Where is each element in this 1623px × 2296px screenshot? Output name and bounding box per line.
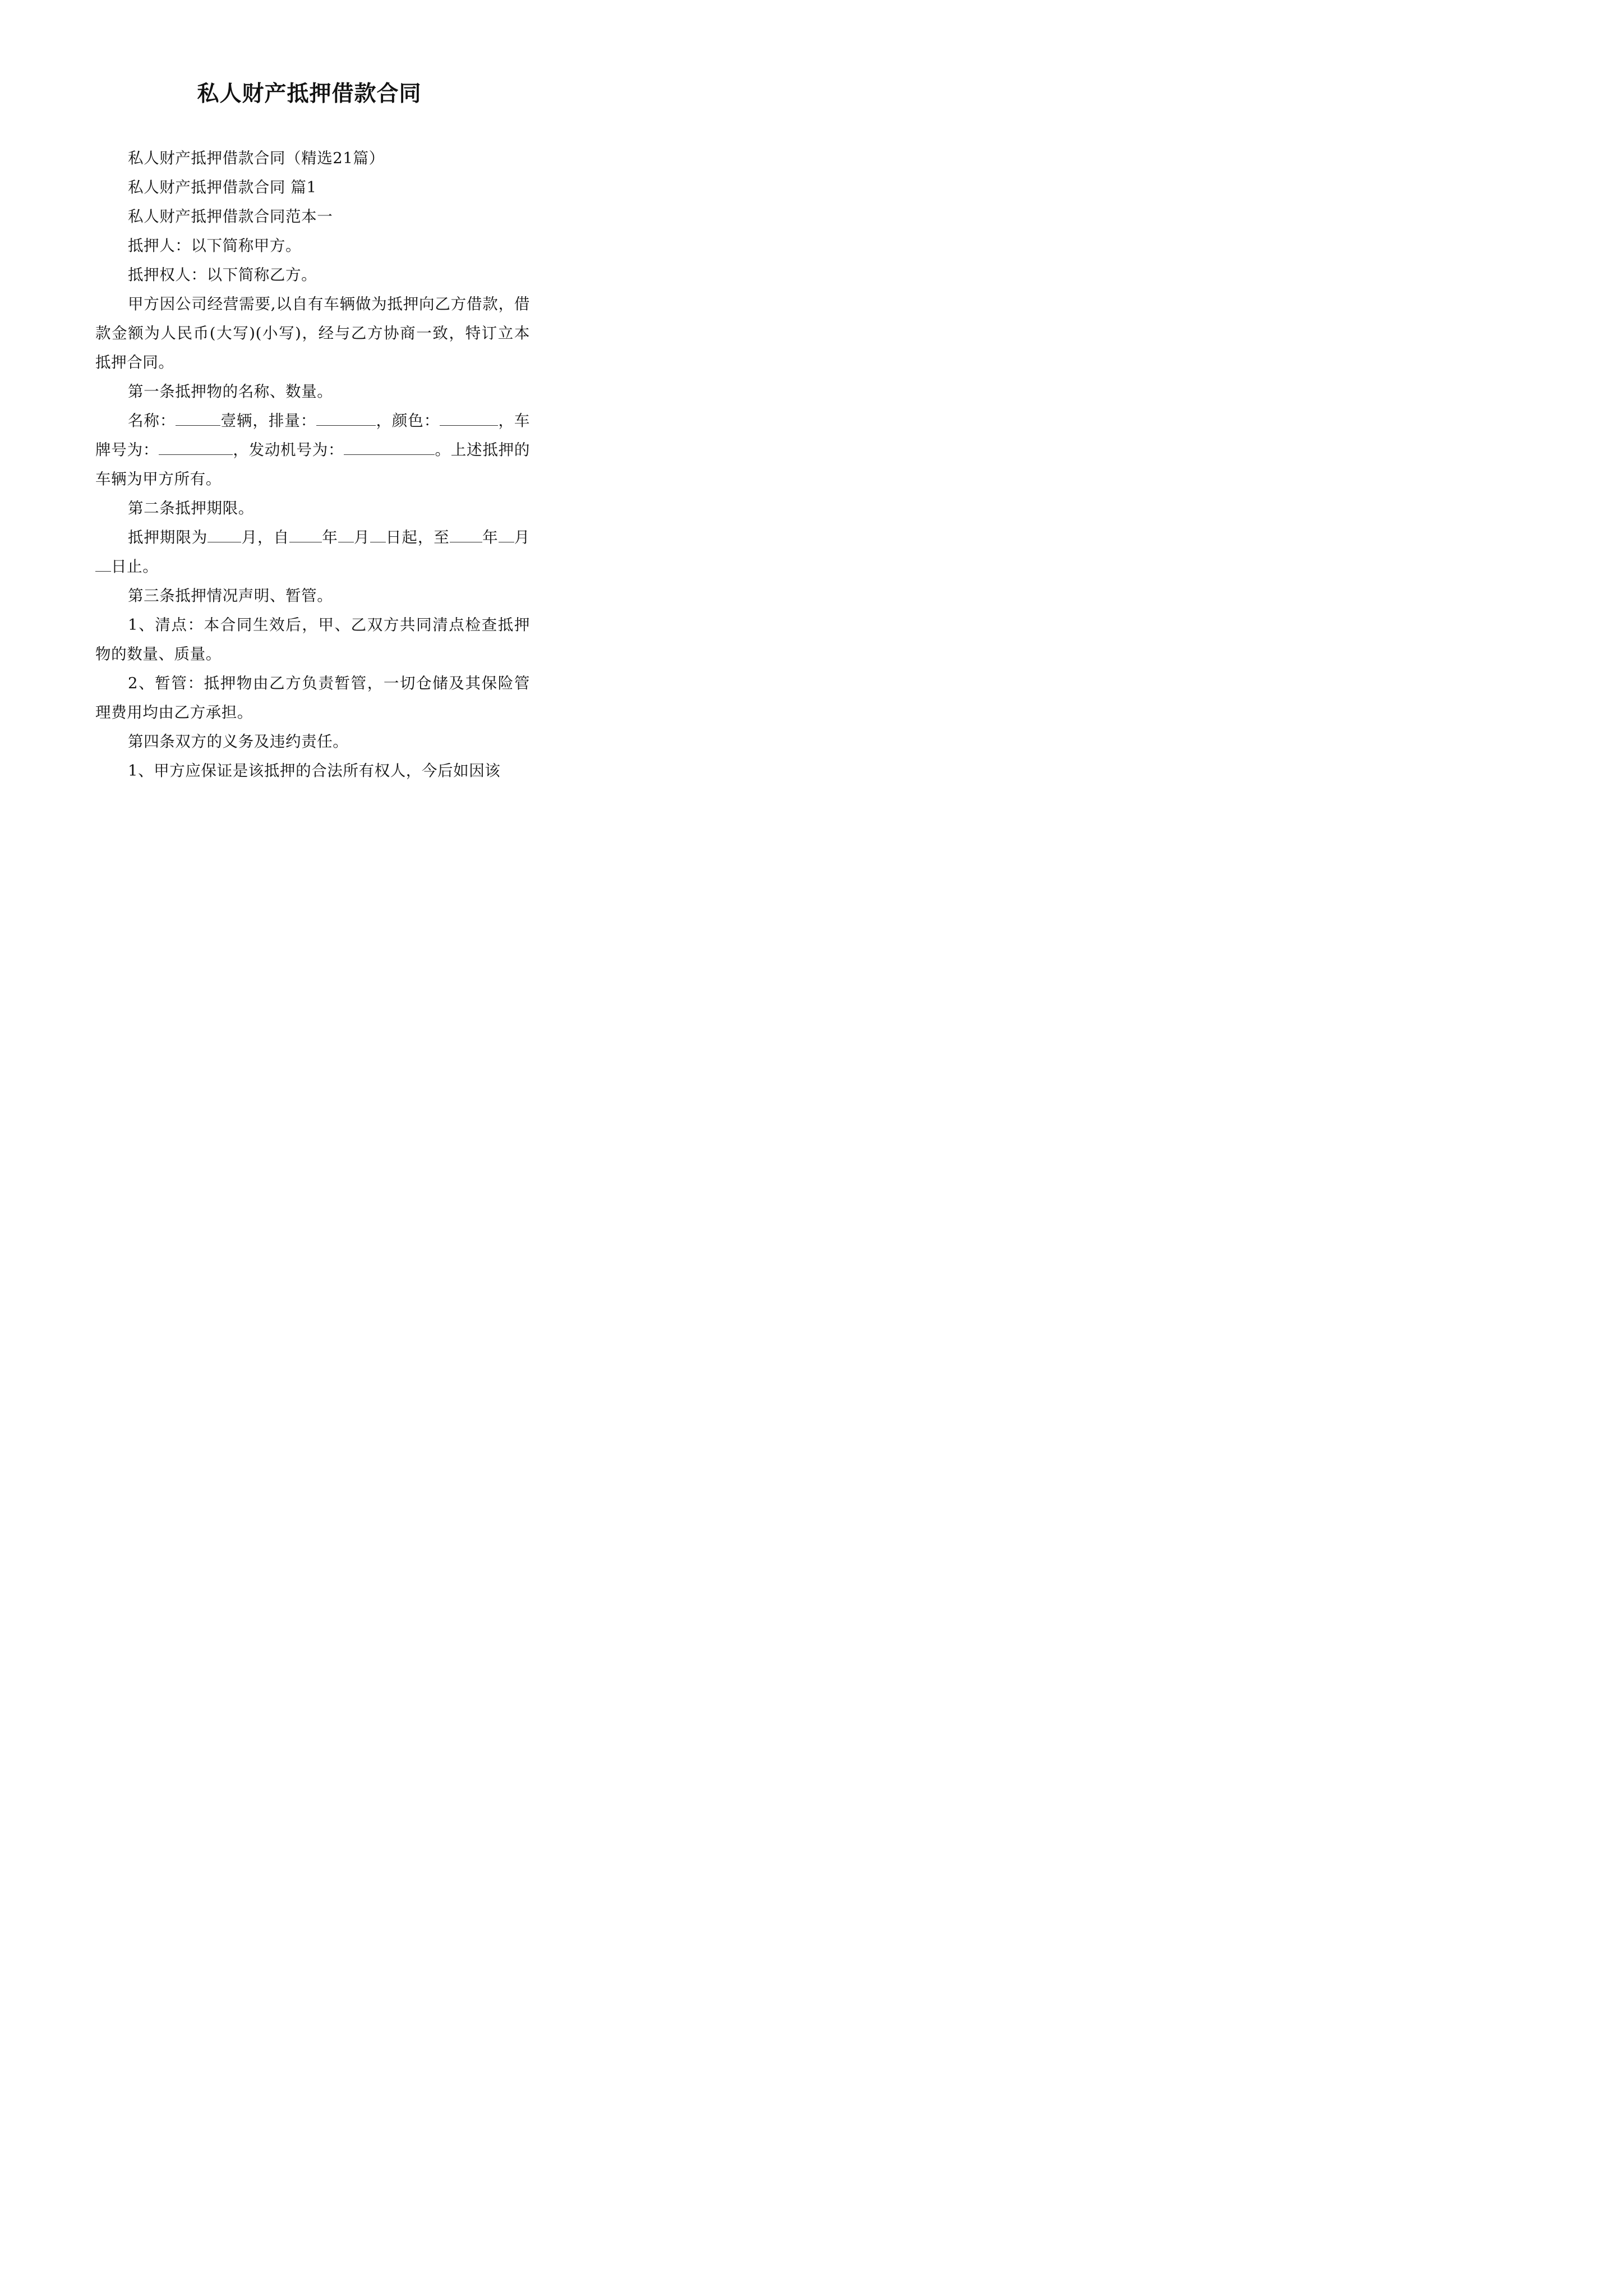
end-month-blank [499,530,514,542]
document-body [95,144,530,785]
subtitle-selected: 私人财产抵押借款合同（精选21篇） [128,149,385,167]
clause-2-content [95,523,530,581]
mortgagor-line: 抵押人：以下简称甲方。 [128,237,302,255]
displacement-blank [316,413,376,426]
clause-1-tail: 。上述抵押的车辆为甲方所有。 [95,441,531,488]
clause-2-heading: 第二条抵押期限。 [128,499,254,517]
name-label: 名称： [128,412,176,430]
end-month-label: 月 [514,528,530,546]
name-blank [176,413,220,426]
months-blank [208,530,241,542]
clause-1-content [95,406,530,494]
preamble-paragraph: 甲方因公司经营需要,以自有车辆做为抵押向乙方借款，借款金额为人民币(大写)(小写)，经与乙方协商一致，特订立本抵押合同。 [95,295,530,371]
displacement-label: 壹辆，排量： [220,412,317,430]
end-year-label: 年 [482,528,499,546]
term-label: 抵押期限为 [128,528,208,546]
document-title: 私人财产抵押借款合同 [197,81,422,107]
template-heading: 私人财产抵押借款合同范本一 [128,208,333,226]
from-label: 月，自 [241,528,289,546]
year-label: 年 [321,528,338,546]
month-label: 月 [353,528,370,546]
color-blank [440,413,498,426]
section-heading-1: 私人财产抵押借款合同 篇1 [128,178,317,196]
clause-4-heading: 第四条双方的义务及违约责任。 [128,733,349,751]
mortgagee-line: 抵押权人：以下简称乙方。 [128,266,317,284]
start-month-blank [338,530,354,542]
plate-blank [159,442,233,455]
plate-label: ，车牌号为： [95,412,530,459]
clause-3-item-1: 1、清点：本合同生效后，甲、乙双方共同清点检查抵押物的数量、质量。 [95,616,530,663]
clause-4-item-1: 1、甲方应保证是该抵押的合法所有权人，今后如因该 [128,762,501,780]
end-year-blank [450,530,482,542]
clause-1-heading: 第一条抵押物的名称、数量。 [128,383,333,401]
clause-3-heading: 第三条抵押情况声明、暂管。 [128,587,333,605]
start-day-blank [370,530,386,542]
to-label: 日起，至 [385,528,450,546]
document-page [0,0,619,876]
end-label: 日止。 [111,558,159,576]
clause-3-item-2: 2、暂管：抵押物由乙方负责暂管，一切仓储及其保险管理费用均由乙方承担。 [95,674,530,721]
end-day-blank [95,559,111,572]
start-year-blank [289,530,322,542]
engine-blank [344,442,435,455]
color-label: ，颜色： [376,412,440,430]
engine-label: ，发动机号为： [233,441,344,459]
